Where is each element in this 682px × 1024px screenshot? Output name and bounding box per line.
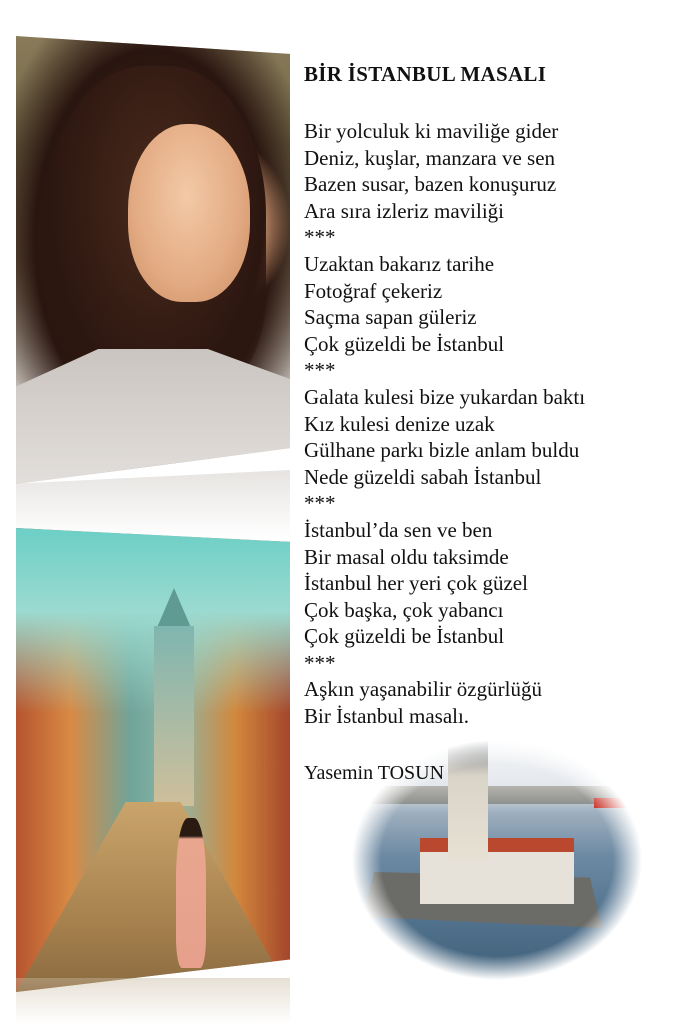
galata-tower (154, 626, 194, 806)
poem-line: Bazen susar, bazen konuşuruz (304, 172, 557, 197)
poem-line: Gülhane parkı bizle anlam buldu (304, 438, 580, 463)
poem-line: Bir masal oldu taksimde (304, 544, 509, 569)
poem-line: Fotoğraf çekeriz (304, 278, 443, 303)
poem-line: İstanbul her yeri çok güzel (304, 571, 528, 596)
portrait-photo (16, 36, 290, 484)
poem-line: Uzaktan bakarız tarihe (304, 251, 495, 276)
galata-street-photo (16, 528, 290, 992)
poem-line: Ara sıra izleriz maviliği (304, 198, 505, 223)
poem-stanza (304, 118, 674, 251)
poem-line: Çok güzeldi be İstanbul (304, 331, 505, 356)
portrait-face (128, 124, 250, 302)
stanza-separator: *** (304, 491, 336, 516)
poem-stanza (304, 517, 674, 677)
poem-stanza (304, 251, 674, 384)
poem-body (304, 118, 674, 730)
poem-stanza (304, 384, 674, 517)
maidens-tower (448, 740, 488, 860)
poem-line: Bir yolculuk ki maviliğe gider (304, 119, 559, 143)
stanza-separator: *** (304, 358, 336, 383)
poem-line: Saçma sapan güleriz (304, 305, 477, 330)
stanza-separator: *** (304, 650, 336, 675)
poem-author: Yasemin TOSUN (304, 762, 445, 784)
ship (594, 798, 634, 808)
poem-line: Nede güzeldi sabah İstanbul (304, 464, 542, 489)
poem-line: Deniz, kuşlar, manzara ve sen (304, 145, 556, 170)
walking-woman (176, 818, 206, 968)
poem-line: Kız kulesi denize uzak (304, 411, 495, 436)
poem-line: Galata kulesi bize yukardan baktı (304, 384, 586, 409)
tower-building (420, 838, 574, 904)
portrait-reflection (16, 470, 290, 538)
poem-line: Bir İstanbul masalı. (304, 704, 470, 729)
street-photo-reflection (16, 978, 290, 1024)
poem-line: Aşkın yaşanabilir özgürlüğü (304, 677, 542, 702)
poem-title: BİR İSTANBUL MASALI (304, 62, 547, 86)
poem-line: Çok güzeldi be İstanbul (304, 624, 505, 649)
stanza-separator: *** (304, 225, 336, 250)
poem-line: İstanbul’da sen ve ben (304, 517, 493, 542)
poem-stanza (304, 676, 674, 729)
cobblestone-street (16, 802, 290, 992)
galata-tower-roof (156, 588, 192, 630)
poem-line: Çok başka, çok yabancı (304, 597, 504, 622)
